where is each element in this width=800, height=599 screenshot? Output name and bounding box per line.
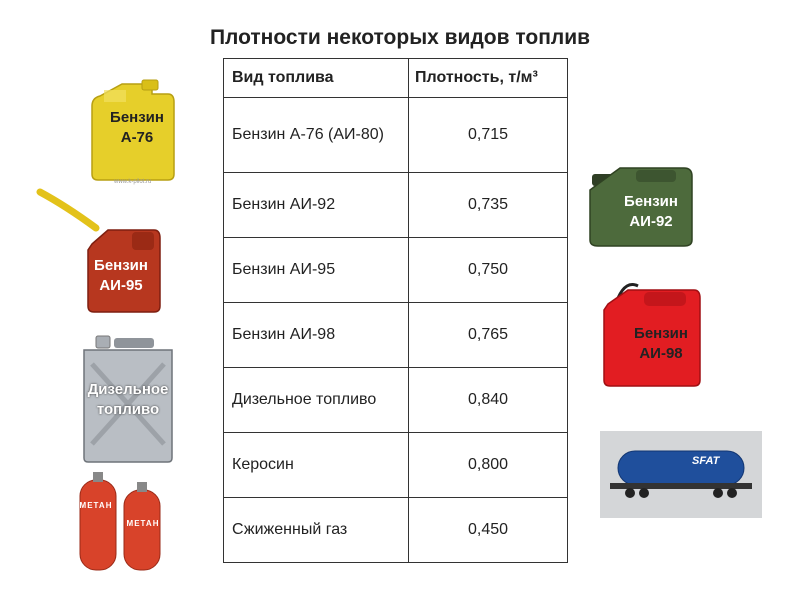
page-title: Плотности некоторых видов топлив [209,26,591,49]
density-value: 0,765 [409,303,568,368]
metal-can-label-line2: топливо [96,401,160,418]
cylinder-label-2: МЕТАН [126,519,160,528]
fuel-name: Сжиженный газ [224,498,409,563]
red-canister-image [598,276,704,388]
red-can-label-line1: Бензин [634,325,688,342]
green-canister-image [584,160,698,248]
fuel-name: Бензин АИ-92 [224,173,409,238]
header-fuel-type: Вид топлива [224,59,409,98]
density-value: 0,750 [409,238,568,303]
green-can-label-line2: АИ-92 [629,213,673,230]
header-density: Плотность, т/м³ [409,59,568,98]
table-row [224,498,568,563]
table-row [224,433,568,498]
table-row [224,238,568,303]
fuel-name: Дизельное топливо [224,368,409,433]
density-value: 0,800 [409,433,568,498]
cylinder-label-1: МЕТАН [79,501,113,510]
red-can-label-line2: АИ-98 [639,345,683,362]
green-can-label-line1: Бензин [624,193,678,210]
density-value: 0,840 [409,368,568,433]
metal-can-label-line1: Дизельное [87,381,169,398]
fuel-name: Керосин [224,433,409,498]
density-value: 0,715 [409,98,568,173]
red-spout-can-label-line2: АИ-95 [99,277,143,294]
fuel-name: Бензин АИ-98 [224,303,409,368]
density-value: 0,735 [409,173,568,238]
yellow-can-label-line2: А-76 [120,129,154,146]
table-header-row [224,59,568,98]
fuel-name: Бензин АИ-95 [224,238,409,303]
red-spout-canister-image [36,186,186,316]
yellow-canister-image [82,76,192,186]
gas-cylinders-image [74,466,170,576]
table-row [224,98,568,173]
image-caption: www.k-pilot.ru [114,179,152,185]
yellow-can-label-line1: Бензин [110,109,164,126]
table-row [224,303,568,368]
table-row [224,368,568,433]
table-row [224,173,568,238]
density-table [223,58,568,563]
tank-car-label: SFAT [692,455,720,467]
red-spout-can-label-line1: Бензин [94,257,148,274]
density-value: 0,450 [409,498,568,563]
metal-canister-image [78,334,178,464]
fuel-name: Бензин А-76 (АИ-80) [224,98,409,173]
tank-car-image [600,431,762,518]
